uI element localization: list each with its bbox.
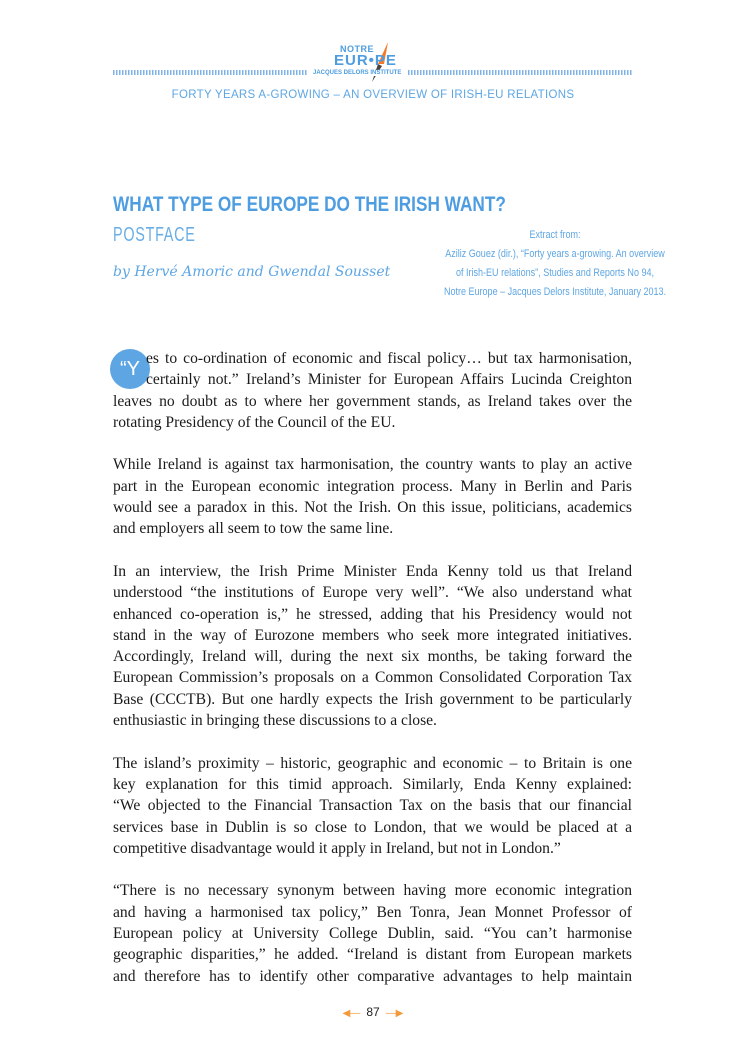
text-line: certainly not.” Ireland’s Minister for European Affairs Lucinda Creighton	[146, 371, 632, 389]
text-line: es to co-ordination of economic and fiscal policy… but tax harmonisation,	[146, 350, 632, 367]
extract-line: Notre Europe – Jacques Delors Institute, January 2013.	[443, 286, 667, 298]
text-line: services base in Dublin is so close to London, that we would be placed at a	[113, 818, 632, 836]
extract-line: Extract from:	[529, 229, 581, 241]
page-footer	[0, 1005, 746, 1019]
text-line: Base (CCCTB). But one hardly expects the Irish government to be particularly	[113, 690, 632, 708]
logo-top-text: NOTRE	[340, 44, 374, 54]
article-body	[113, 348, 632, 1008]
byline: by Hervé Amoric and Gwendal Sousset	[113, 264, 391, 280]
text-line: geographic disparities,” he added. “Ireland is distant from European markets	[113, 946, 632, 964]
text-line: “We objected to the Financial Transaction Tax on the basis that our financial	[113, 797, 632, 815]
text-line: The island’s proximity – historic, geographic and economic – to Britain is one	[113, 754, 632, 772]
text-line: understood “the institutions of Europe very well”. “We also understand what	[113, 584, 632, 602]
text-line: and employers all seem to tow the same line.	[113, 520, 394, 538]
paragraph	[113, 348, 632, 433]
page-number: 87	[366, 1005, 380, 1019]
article-subtitle: POSTFACE	[113, 224, 196, 246]
text-line: would see a paradox in this. Not the Irish. On this issue, politicians, academics	[113, 499, 632, 517]
logo-subtitle: JACQUES DELORS INSTITUTE	[310, 70, 404, 76]
paragraph	[113, 880, 632, 986]
text-line: While Ireland is against tax harmonisation, the country wants to play an active	[113, 456, 632, 474]
paragraph	[113, 454, 632, 539]
text-line: key explanation for this timid approach. Similarly, Enda Kenny explained:	[113, 775, 632, 793]
text-line: competitive disadvantage would it apply in Ireland, but not in London.”	[113, 839, 561, 857]
logo-main-text: EUR•PE	[334, 52, 397, 69]
text-line: Accordingly, Ireland will, during the next six months, be taking forward the	[113, 648, 632, 666]
text-line: European policy at University College Dublin, said. “You can’t harmonise	[113, 925, 632, 943]
paragraph	[113, 561, 632, 731]
text-line: and having a harmonised tax policy,” Ben Tonra, Jean Monnet Professor of	[113, 903, 632, 921]
extract-line: Aziliz Gouez (dir.), “Forty years a-growing. An overview	[445, 248, 665, 260]
running-title: FORTY YEARS A-GROWING – AN OVERVIEW OF IRISH-EU RELATIONS	[171, 89, 575, 101]
text-line: part in the European economic integration process. Many in Berlin and Paris	[113, 477, 632, 495]
text-line: “There is no necessary synonym between having more economic integration	[113, 882, 632, 900]
header-rule-left	[113, 70, 308, 75]
text-line: European Commission’s proposals on a Common Consolidated Corporation Tax	[113, 669, 632, 687]
arrow-right-icon: —▶	[385, 1008, 404, 1019]
text-line: enthusiastic in bringing these discussions to a close.	[113, 712, 437, 730]
header-rule-right	[408, 70, 633, 75]
arrow-left-icon: ◀—	[342, 1008, 361, 1019]
drop-cap: “Y	[110, 349, 150, 389]
extract-line: of Irish-EU relations”, Studies and Reports No 94,	[455, 267, 655, 279]
text-line: enhanced co-operation is,” he stressed, adding that his Presidency would not	[113, 605, 632, 623]
text-line: rotating Presidency of the Council of the EU.	[113, 413, 396, 431]
text-line: stand in the way of Eurozone members who seek more integrated initiatives.	[113, 626, 632, 644]
paragraph	[113, 753, 632, 859]
text-line: and therefore has to identify other comparative advantages to help maintain	[113, 967, 632, 985]
text-line: In an interview, the Irish Prime Minister Enda Kenny told us that Ireland	[113, 562, 632, 580]
text-line: leaves no doubt as to where her government stands, as Ireland takes over the	[113, 392, 632, 410]
extract-citation	[410, 226, 700, 302]
article-title: WHAT TYPE OF EUROPE DO THE IRISH WANT?	[113, 193, 506, 216]
